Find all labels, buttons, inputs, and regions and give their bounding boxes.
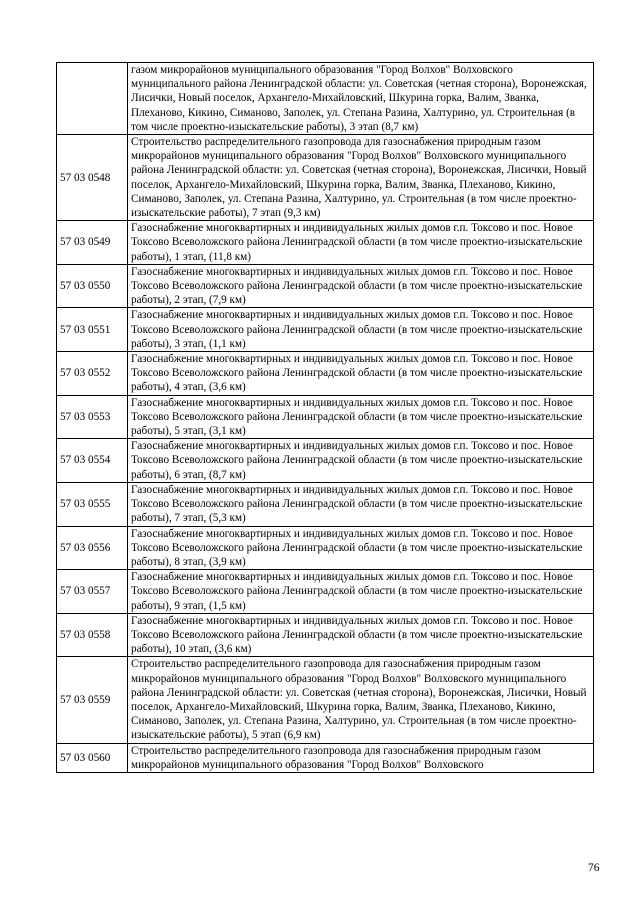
description-cell: Газоснабжение многоквартирных и индивидуальных жилых домов г.п. Токсово и пос. Новое Токсово Всеволожского района Ленинградской области (в том числе проектно-изыскательские работы), 5 этап, (3,1 км) bbox=[128, 395, 594, 439]
description-cell: Газоснабжение многоквартирных и индивидуальных жилых домов г.п. Токсово и пос. Новое Токсово Всеволожского района Ленинградской области (в том числе проектно-изыскательские работы), 8 этап, (3,9 км) bbox=[128, 526, 594, 570]
page-number: 76 bbox=[588, 862, 600, 874]
description-cell: Газоснабжение многоквартирных и индивидуальных жилых домов г.п. Токсово и пос. Новое Токсово Всеволожского района Ленинградской области (в том числе проектно-изыскательские работы), 9 этап, (1,5 км) bbox=[128, 570, 594, 614]
budget-code-cell: 57 03 0553 bbox=[57, 395, 128, 439]
table-row bbox=[57, 439, 594, 483]
description-cell: Газоснабжение многоквартирных и индивидуальных жилых домов г.п. Токсово и пос. Новое Токсово Всеволожского района Ленинградской области (в том числе проектно-изыскательские работы), 4 этап, (3,6 км) bbox=[128, 352, 594, 396]
budget-code-cell: 57 03 0558 bbox=[57, 613, 128, 657]
table-row bbox=[57, 352, 594, 396]
budget-code-cell: 57 03 0557 bbox=[57, 570, 128, 614]
table-row bbox=[57, 135, 594, 221]
description-cell: Газоснабжение многоквартирных и индивидуальных жилых домов г.п. Токсово и пос. Новое Токсово Всеволожского района Ленинградской области (в том числе проектно-изыскательские работы), 6 этап, (8,7 км) bbox=[128, 439, 594, 483]
budget-code-cell: 57 03 0552 bbox=[57, 352, 128, 396]
budget-code-cell: 57 03 0551 bbox=[57, 308, 128, 352]
budget-code-cell: 57 03 0556 bbox=[57, 526, 128, 570]
description-cell: Газоснабжение многоквартирных и индивидуальных жилых домов г.п. Токсово и пос. Новое Токсово Всеволожского района Ленинградской области (в том числе проектно-изыскательские работы), 3 этап, (1,1 км) bbox=[128, 308, 594, 352]
table-row bbox=[57, 63, 594, 135]
description-cell: Газоснабжение многоквартирных и индивидуальных жилых домов г.п. Токсово и пос. Новое Токсово Всеволожского района Ленинградской области (в том числе проектно-изыскательские работы), 7 этап, (5,3 км) bbox=[128, 482, 594, 526]
table-row bbox=[57, 743, 594, 772]
table-row bbox=[57, 570, 594, 614]
budget-code-table bbox=[56, 62, 594, 773]
description-cell: Газоснабжение многоквартирных и индивидуальных жилых домов г.п. Токсово и пос. Новое Токсово Всеволожского района Ленинградской области (в том числе проектно-изыскательские работы), 10 этап, (3,6 км) bbox=[128, 613, 594, 657]
budget-code-cell: 57 03 0550 bbox=[57, 264, 128, 308]
table-row bbox=[57, 526, 594, 570]
budget-code-cell: 57 03 0555 bbox=[57, 482, 128, 526]
budget-code-cell: 57 03 0548 bbox=[57, 135, 128, 221]
description-cell: газом микрорайонов муниципального образования "Город Волхов" Волховского муниципального района Ленинградской области: ул. Советская (четная сторона), Воронежская, Лисички, Новый поселок, Архангело-Михайловский, Шкурина горка, Валим, Званка, Плеханово, Кикино, Симаново, Заполек, ул. Степана Разина, Халтурино, ул. Строительная (в том числе проектно-изыскательские работы), 3 этап (8,7 км) bbox=[128, 63, 594, 135]
description-cell: Газоснабжение многоквартирных и индивидуальных жилых домов г.п. Токсово и пос. Новое Токсово Всеволожского района Ленинградской области (в том числе проектно-изыскательские работы), 2 этап, (7,9 км) bbox=[128, 264, 594, 308]
budget-code-cell: 57 03 0549 bbox=[57, 221, 128, 265]
table-row bbox=[57, 264, 594, 308]
table-row bbox=[57, 657, 594, 743]
table-row bbox=[57, 221, 594, 265]
budget-code-cell: 57 03 0559 bbox=[57, 657, 128, 743]
table-row bbox=[57, 308, 594, 352]
budget-code-cell: 57 03 0560 bbox=[57, 743, 128, 772]
description-cell: Строительство распределительного газопровода для газоснабжения природным газом микрорайонов муниципального образования "Город Волхов" Волховского bbox=[128, 743, 594, 772]
table-row bbox=[57, 613, 594, 657]
table-row bbox=[57, 395, 594, 439]
description-cell: Газоснабжение многоквартирных и индивидуальных жилых домов г.п. Токсово и пос. Новое Токсово Всеволожского района Ленинградской области (в том числе проектно-изыскательские работы), 1 этап, (11,8 км) bbox=[128, 221, 594, 265]
table-row bbox=[57, 482, 594, 526]
budget-code-cell bbox=[57, 63, 128, 135]
description-cell: Строительство распределительного газопровода для газоснабжения природным газом микрорайонов муниципального образования "Город Волхов" Волховского муниципального района Ленинградской области: ул. Советская (четная сторона), Воронежская, Лисички, Новый поселок, Архангело-Михайловский, Шкурина горка, Валим, Званка, Плеханово, Кикино, Симаново, Заполек, ул. Степана Разина, Халтурино, ул. Строительная (в том числе проектно-изыскательские работы), 7 этап (9,3 км) bbox=[128, 135, 594, 221]
description-cell: Строительство распределительного газопровода для газоснабжения природным газом микрорайонов муниципального образования "Город Волхов" Волховского муниципального района Ленинградской области: ул. Советская (четная сторона), Воронежская, Лисички, Новый поселок, Архангело-Михайловский, Шкурина горка, Валим, Званка, Плеханово, Кикино, Симаново, Заполек, ул. Степана Разина, Халтурино, ул. Строительная (в том числе проектно-изыскательские работы), 5 этап (6,9 км) bbox=[128, 657, 594, 743]
budget-code-cell: 57 03 0554 bbox=[57, 439, 128, 483]
